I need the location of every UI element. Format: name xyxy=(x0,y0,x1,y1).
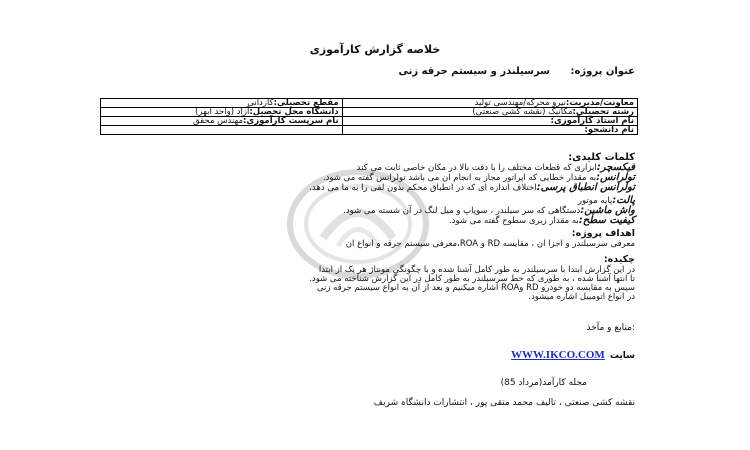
degree-value: کاردانی xyxy=(247,98,274,108)
field-label: رشته تحصیلی: xyxy=(572,107,634,117)
keyword-tolerance: تولرانس:به مقدار خطایی که اپراتور مجاز به انجام ان می باشد تولرانس گفته می شود. xyxy=(322,172,635,183)
website-label: سایت xyxy=(609,351,635,361)
department-label: معاونت/مدیریت: xyxy=(565,98,634,108)
table-row xyxy=(101,126,638,135)
keyword-pallet: پالت:پایه موتور xyxy=(577,195,635,206)
source-magazine: مجله کارآمد(مرداد 85) xyxy=(500,378,587,388)
goals-text: معرفی سرسیلندر و اجزا ان ، مقایسه RD و ROA،معرفی سیستم جرقه و انواع ان xyxy=(345,239,635,249)
source-book: نقشه کشی صنعتی ، تالیف محمد متقی پور ، انتشارات دانشگاه شریف xyxy=(373,398,635,408)
keyword-press-fit-tolerance: تولرانس انطباق پرسی:اختلاف اندازه ای که در انطباق محکم بدون لقی را به ما می دهد. xyxy=(309,182,635,193)
keyword-fixture: فیکسچر:ابزاری که قطعات مختلف را با دقت بالا در مکان خاصی ثابت می کند xyxy=(356,162,635,173)
keywords-heading: کلمات کلیدی: xyxy=(568,152,635,163)
website-line xyxy=(511,343,635,362)
department-value: نیرو محرکه/مهندسی تولید xyxy=(474,98,566,108)
abstract-heading: چکیده: xyxy=(603,254,635,265)
goals-heading: اهداف پروژه: xyxy=(571,228,635,239)
abstract-line: سپس به مقایسه دو خودرو RD وROA اشاره میکنیم و بعد از آن به انواع سیستم جرقه زنی xyxy=(316,283,635,293)
degree-label: مقطع تحصیلی: xyxy=(273,98,339,108)
university-label: دانشگاه محل تحصیل: xyxy=(249,107,339,117)
project-title-label: عنوان پروژه: xyxy=(570,66,635,77)
field-value: مکانیک (نقشه کشی صنعتی) xyxy=(472,107,573,117)
abstract-line: تا انتها آشنا شده ، به طوری که خط سرسیلندر به طور کامل در این گزارش شناخته می شود. xyxy=(309,274,635,284)
university-value: آزاد (واحد ابهر) xyxy=(195,107,250,117)
keyword-wash-machine: واش ماشین:دستگاهی که سر سیلندر ، سوپاپ و میل لنگ در آن شسته می شود. xyxy=(343,205,635,216)
sources-heading: :منابع و مآخذ xyxy=(586,323,635,333)
supervisor-label: نام استاد کارآموزی: xyxy=(550,116,634,126)
table-row xyxy=(101,117,638,126)
abstract-line: در این گزارش ابتدا با سرسیلندر به طور کامل آشنا شده و با چگونگی مونتاژ هر یک از ابتدا xyxy=(318,265,635,275)
project-title-value: سرسیلندر و سیستم جرقه زنی xyxy=(398,66,550,77)
abstract-line: در انواع اتومبیل اشاره میشود. xyxy=(528,292,635,302)
head-of-post-label: نام سرپست کارآموزی: xyxy=(243,116,339,126)
head-of-post-value: مهندس محقق xyxy=(193,116,244,126)
website-link[interactable]: WWW.IKCO.COM xyxy=(511,349,605,361)
info-table xyxy=(100,98,638,135)
student-name-label: نام دانشجو: xyxy=(584,125,634,135)
document-title: خلاصه گزارش کارآموزی xyxy=(309,43,441,56)
keyword-surface-quality: کیفیت سطح:به مقدار زبری سطوح گفته می شود. xyxy=(448,215,635,226)
